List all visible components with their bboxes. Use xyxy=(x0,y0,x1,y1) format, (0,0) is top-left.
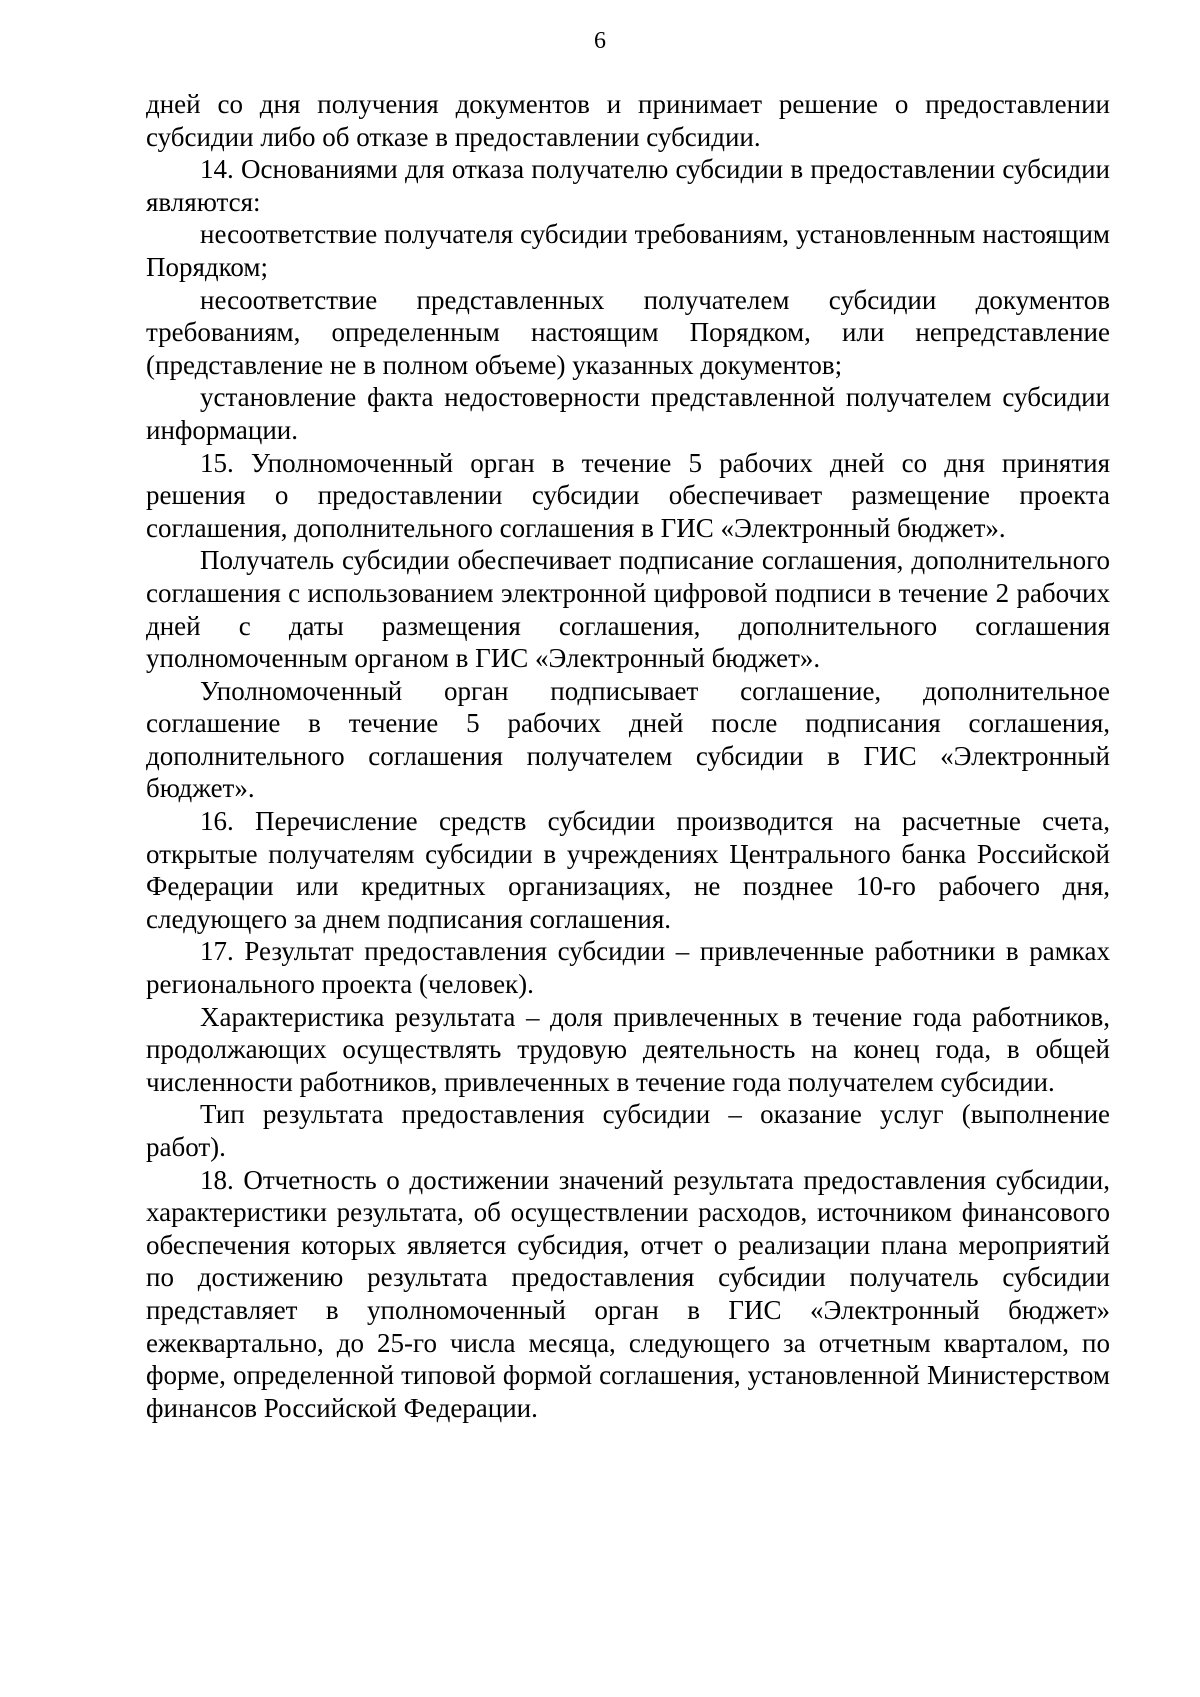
paragraph-item-18: 18. Отчетность о достижении значений результата предоставления субсидии, характеристики результата, об осуществлении расходов, источником финансового обеспечения которых является субсидия, отчет о реализации плана мероприятий по достижению результата предоставления субсидии получатель субсидии представляет в уполномоченный орган в ГИС «Электронный бюджет» ежеквартально, до 25-го числа месяца, следующего за отчетным кварталом, по форме, определенной типовой формой соглашения, установленной Министерством финансов Российской Федерации. xyxy=(146,1164,1110,1423)
paragraph-refusal-ground-3: установление факта недостоверности представленной получателем субсидии информации. xyxy=(146,382,1110,445)
paragraph-item-16: 16. Перечисление средств субсидии производится на расчетные счета, открытые получателям субсидии в учреждениях Центрального банка Российской Федерации или кредитных организациях, не позднее 10-го рабочего дня, следующего за днем подписания соглашения. xyxy=(146,806,1110,934)
paragraph-authority-signing: Уполномоченный орган подписывает соглашение, дополнительное соглашение в течение 5 рабочих дней после подписания соглашения, дополнительного соглашения получателем субсидии в ГИС «Электронный бюджет». xyxy=(146,675,1110,804)
page-number: 6 xyxy=(594,28,606,54)
paragraph-refusal-ground-1: несоответствие получателя субсидии требованиям, установленным настоящим Порядком; xyxy=(146,219,1110,282)
paragraph-recipient-signing: Получатель субсидии обеспечивает подписание соглашения, дополнительного соглашения с использованием электронной цифровой подписи в течение 2 рабочих дней с даты размещения соглашения, дополнительного соглашения уполномоченным органом в ГИС «Электронный бюджет». xyxy=(146,545,1110,674)
paragraph-item-15: 15. Уполномоченный орган в течение 5 рабочих дней со дня принятия решения о предоставлении субсидии обеспечивает размещение проекта соглашения, дополнительного соглашения в ГИС «Электронный бюджет». xyxy=(146,447,1110,543)
document-body xyxy=(146,88,1110,1424)
paragraph-item-17: 17. Результат предоставления субсидии – привлеченные работники в рамках регионального проекта (человек). xyxy=(146,936,1110,1000)
paragraph-refusal-ground-2: несоответствие представленных получателем субсидии документов требованиям, определенным настоящим Порядком, или непредставление (представление не в полном объеме) указанных документов; xyxy=(146,284,1110,380)
paragraph-continuation: дней со дня получения документов и принимает решение о предоставлении субсидии либо об отказе в предоставлении субсидии. xyxy=(146,89,1110,152)
paragraph-result-type: Тип результата предоставления субсидии – оказание услуг (выполнение работ). xyxy=(146,1099,1110,1162)
paragraph-result-characteristic: Характеристика результата – доля привлеченных в течение года работников, продолжающих осуществлять трудовую деятельность на конец года, в общей численности работников, привлеченных в течение года получателем субсидии. xyxy=(146,1001,1110,1097)
paragraph-item-14: 14. Основаниями для отказа получателю субсидии в предоставлении субсидии являются: xyxy=(146,154,1110,217)
